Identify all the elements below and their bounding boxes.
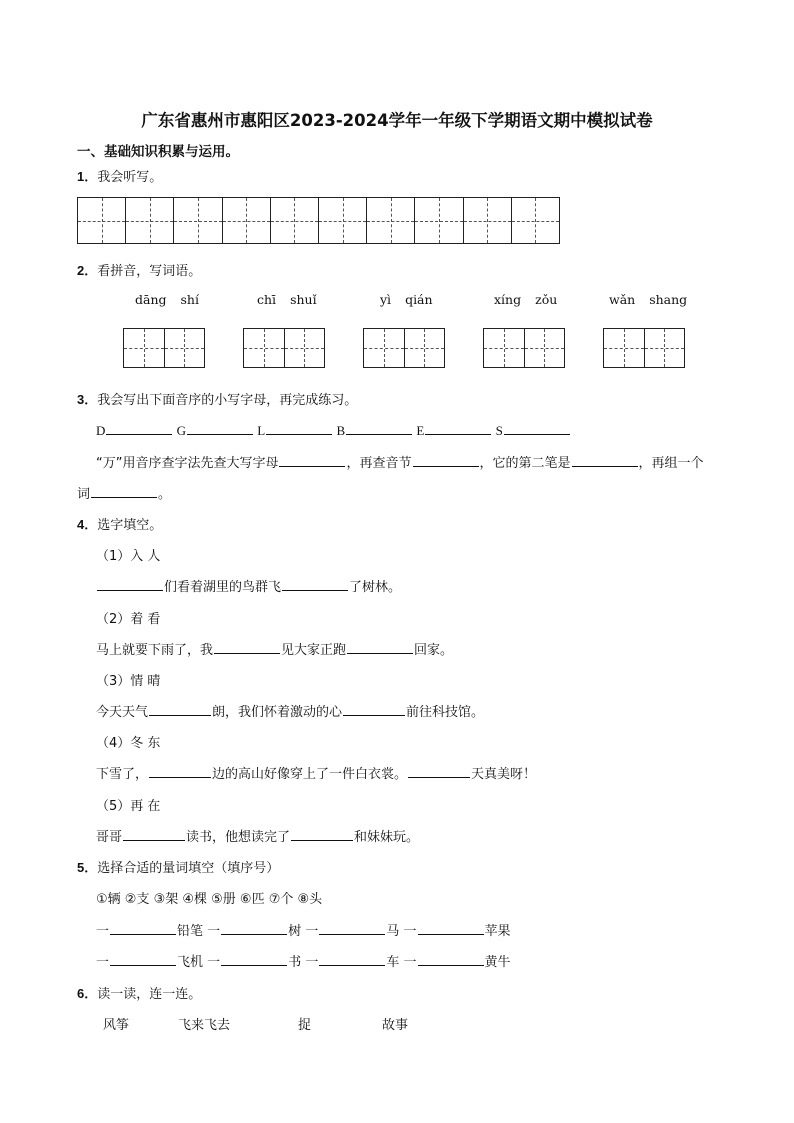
question-text: 选择合适的量词填空（填序号） (97, 861, 280, 876)
answer-blank[interactable] (418, 952, 484, 966)
answer-blank[interactable] (110, 952, 176, 966)
fill-sentence (96, 701, 484, 720)
answer-blank[interactable] (214, 640, 280, 654)
pinyin-syllable: wǎn (609, 292, 636, 307)
grid-cell[interactable] (464, 198, 512, 243)
sub-label: （2）着 看 (96, 612, 161, 627)
text: 见大家正跑 (281, 643, 347, 658)
noun: 飞机 (177, 955, 204, 970)
text: ，它的第二笔是 (479, 456, 571, 471)
grid-cell[interactable] (78, 198, 126, 243)
pinyin-word-5 (609, 292, 701, 307)
answer-blank[interactable] (110, 921, 176, 935)
pinyin-syllable: chī (257, 292, 277, 307)
question-2 (77, 260, 201, 279)
grid-cell[interactable] (525, 329, 565, 367)
text: 一 (207, 955, 221, 970)
writing-grid[interactable] (77, 197, 560, 244)
grid-cell[interactable] (126, 198, 174, 243)
pinyin-syllable: yì (380, 292, 392, 307)
sub-label: （4）冬 东 (96, 736, 161, 751)
pinyin-syllable: dāng (135, 292, 167, 307)
question-5 (77, 857, 279, 876)
text: 词 (77, 487, 91, 502)
answer-blank[interactable] (106, 421, 172, 435)
grid-cell[interactable] (645, 329, 685, 367)
q3-line-3 (77, 483, 171, 502)
pinyin-syllable: qián (405, 292, 433, 307)
sub-label: （1）入 人 (96, 549, 161, 564)
answer-blank[interactable] (418, 921, 484, 935)
question-number: 3． (77, 392, 98, 407)
question-6 (77, 983, 201, 1002)
text: 一 (403, 955, 417, 970)
pinyin-syllable: shuǐ (290, 292, 317, 307)
fill-sentence (96, 576, 401, 595)
pinyin-syllable: zǒu (535, 292, 558, 307)
text: 一 (305, 955, 319, 970)
text: 一 (305, 924, 319, 939)
answer-blank[interactable] (91, 484, 157, 498)
noun: 车 (386, 955, 400, 970)
answer-box[interactable] (603, 328, 685, 368)
text: 。 (158, 487, 172, 502)
question-number: 4． (77, 517, 98, 532)
measure-row-1 (96, 920, 511, 939)
question-text: 读一读，连一连。 (97, 987, 202, 1002)
question-1 (77, 166, 162, 185)
pinyin-syllable: shang (649, 292, 688, 307)
answer-blank[interactable] (291, 827, 353, 841)
grid-cell[interactable] (604, 329, 645, 367)
answer-blank[interactable] (572, 453, 638, 467)
answer-blank[interactable] (97, 577, 163, 591)
measure-row-2 (96, 951, 511, 970)
pinyin-word-1 (135, 292, 213, 307)
answer-blank[interactable] (343, 702, 405, 716)
text: 朗，我们怀着激动的心 (212, 705, 343, 720)
grid-cell[interactable] (319, 198, 367, 243)
grid-cell[interactable] (124, 329, 165, 367)
text: 今天天气 (96, 705, 149, 720)
text: 读书，他想读完了 (186, 830, 291, 845)
match-word[interactable]: 飞来飞去 (178, 1018, 231, 1033)
fill-sentence (96, 639, 453, 658)
page-title: 广东省惠州市惠阳区2023-2024学年一年级下学期语文期中模拟试卷 (141, 111, 653, 130)
answer-blank[interactable] (408, 764, 470, 778)
question-text: 看拼音，写词语。 (97, 264, 202, 279)
letter: L (257, 423, 266, 438)
grid-cell[interactable] (367, 198, 415, 243)
text: 回家。 (414, 643, 454, 658)
answer-blank[interactable] (149, 702, 211, 716)
grid-cell[interactable] (174, 198, 222, 243)
match-word[interactable]: 捉 (298, 1018, 312, 1033)
question-3 (77, 389, 357, 408)
question-number: 6． (77, 986, 98, 1001)
text: 一 (96, 955, 110, 970)
answer-blank[interactable] (266, 421, 332, 435)
answer-blank[interactable] (346, 421, 412, 435)
text: 天真美呀！ (471, 767, 537, 782)
text: 前往科技馆。 (406, 705, 485, 720)
sub-label: （3）情 晴 (96, 674, 161, 689)
grid-cell[interactable] (165, 329, 205, 367)
question-number: 5． (77, 860, 98, 875)
text: 下雪了， (96, 767, 149, 782)
text: 边的高山好像穿上了一件白衣裳。 (212, 767, 408, 782)
question-4 (77, 514, 162, 533)
text: 哥哥 (96, 830, 123, 845)
noun: 树 (288, 924, 302, 939)
text: ，再查音节 (346, 456, 412, 471)
letter: D (96, 423, 106, 438)
letter-row (96, 421, 571, 439)
fill-sentence (96, 826, 419, 845)
pinyin-syllable: xíng (494, 292, 522, 307)
grid-cell[interactable] (244, 329, 285, 367)
letter: E (416, 423, 425, 438)
grid-cell[interactable] (271, 198, 319, 243)
answer-blank[interactable] (123, 827, 185, 841)
answer-box[interactable] (483, 328, 565, 368)
grid-cell[interactable] (364, 329, 405, 367)
match-word[interactable]: 风筝 (103, 1018, 130, 1033)
noun: 书 (288, 955, 302, 970)
sub-label: （5）再 在 (96, 799, 161, 814)
text: 和妹妹玩。 (354, 830, 420, 845)
grid-cell[interactable] (484, 329, 525, 367)
pinyin-word-4 (494, 292, 571, 307)
letter: S (495, 423, 503, 438)
q3-line-2 (96, 452, 704, 471)
text: 马上就要下雨了，我 (96, 643, 214, 658)
noun: 铅笔 (177, 924, 204, 939)
letter: B (336, 423, 346, 438)
text: 一 (207, 924, 221, 939)
pinyin-word-2 (257, 292, 331, 307)
question-text: 我会写出下面音序的小写字母，再完成练习。 (97, 393, 358, 408)
grid-cell[interactable] (285, 329, 325, 367)
grid-cell[interactable] (415, 198, 463, 243)
noun: 黄牛 (484, 955, 511, 970)
question-number: 2． (77, 263, 98, 278)
text: 了树林。 (349, 580, 402, 595)
text: 一 (403, 924, 417, 939)
answer-blank[interactable] (279, 453, 345, 467)
answer-blank[interactable] (319, 921, 385, 935)
answer-blank[interactable] (504, 421, 570, 435)
answer-blank[interactable] (282, 577, 348, 591)
answer-box[interactable] (363, 328, 445, 368)
question-text: 我会听写。 (97, 170, 163, 185)
grid-cell[interactable] (223, 198, 271, 243)
pinyin-syllable: shí (180, 292, 199, 307)
answer-blank[interactable] (319, 952, 385, 966)
letter: G (176, 423, 187, 438)
text: “万”用音序查字法先查大写字母 (96, 456, 279, 471)
fill-sentence (96, 763, 536, 782)
answer-box[interactable] (243, 328, 325, 368)
question-number: 1． (77, 169, 98, 184)
question-text: 选字填空。 (97, 518, 163, 533)
answer-box[interactable] (123, 328, 205, 368)
answer-blank[interactable] (221, 952, 287, 966)
answer-blank[interactable] (347, 640, 413, 654)
section-heading: 一、基础知识积累与运用。 (77, 144, 239, 160)
answer-blank[interactable] (221, 921, 287, 935)
grid-cell[interactable] (512, 198, 559, 243)
text: ，再组一个 (638, 456, 704, 471)
noun: 马 (386, 924, 400, 939)
answer-blank[interactable] (149, 764, 211, 778)
text: 们看着湖里的鸟群飞 (164, 580, 282, 595)
answer-blank[interactable] (425, 421, 491, 435)
noun: 苹果 (484, 924, 511, 939)
answer-blank[interactable] (413, 453, 479, 467)
match-word[interactable]: 故事 (382, 1018, 409, 1033)
measure-word-options: ①辆 ②支 ③架 ④棵 ⑤册 ⑥匹 ⑦个 ⑧头 (96, 892, 323, 907)
answer-blank[interactable] (187, 421, 253, 435)
pinyin-word-3 (380, 292, 447, 307)
text: 一 (96, 924, 110, 939)
grid-cell[interactable] (405, 329, 445, 367)
